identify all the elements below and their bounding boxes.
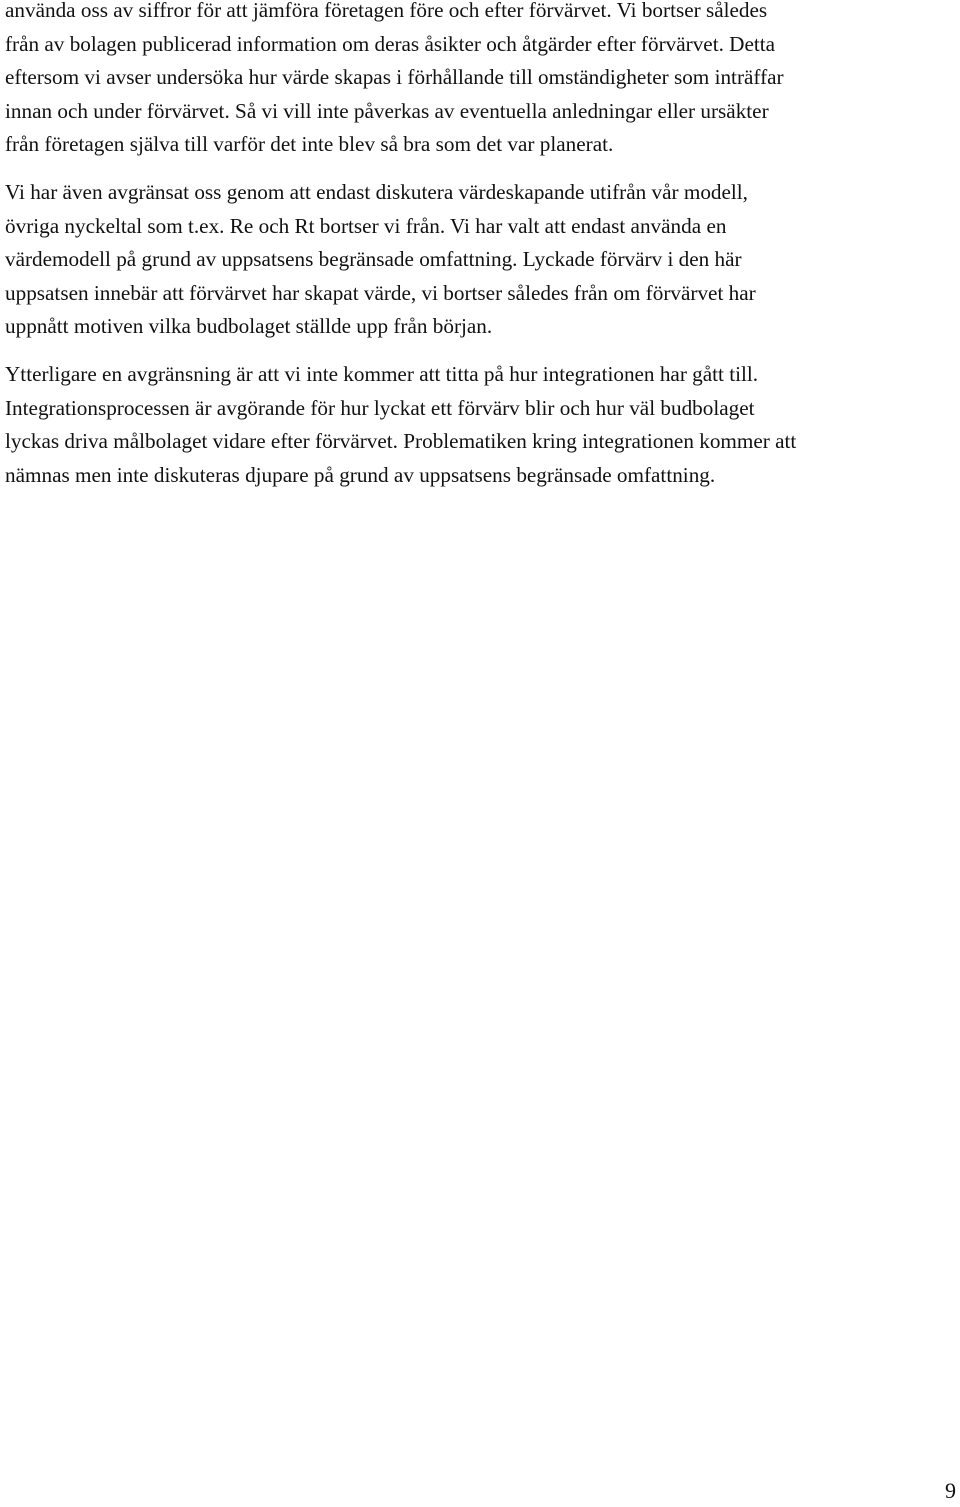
paragraph-1 (5, 0, 955, 162)
text-line: Vi har även avgränsat oss genom att endast diskutera värdeskapande utifrån vår modell, (5, 179, 748, 204)
page-number: 9 (945, 1478, 956, 1503)
paragraph-3 (5, 358, 955, 492)
text-line: från av bolagen publicerad information om deras åsikter och åtgärder efter förvärvet. Detta (5, 31, 776, 56)
text-line: från företagen själva till varför det inte blev så bra som det var planerat. (5, 132, 614, 157)
paragraph-2 (5, 176, 955, 344)
document-body (5, 0, 955, 506)
text-line: innan och under förvärvet. Så vi vill inte påverkas av eventuella anledningar eller ursäkter (5, 98, 769, 123)
text-line: övriga nyckeltal som t.ex. Re och Rt bortser vi från. Vi har valt att endast använda en (5, 213, 727, 238)
text-line: Ytterligare en avgränsning är att vi inte kommer att titta på hur integrationen har gått till. (5, 361, 759, 386)
text-line: nämnas men inte diskuteras djupare på grund av uppsatsens begränsade omfattning. (5, 462, 716, 487)
text-line: uppnått motiven vilka budbolaget ställde upp från början. (5, 314, 493, 339)
text-line: använda oss av siffror för att jämföra företagen före och efter förvärvet. Vi bortser således (5, 0, 768, 22)
text-line: eftersom vi avser undersöka hur värde skapas i förhållande till omständigheter som inträffar (5, 65, 784, 90)
text-line: värdemodell på grund av uppsatsens begränsade omfattning. Lyckade förvärv i den här (5, 247, 742, 272)
text-line: Integrationsprocessen är avgörande för hur lyckat ett förvärv blir och hur väl budbolaget (5, 395, 755, 420)
text-line: uppsatsen innebär att förvärvet har skapat värde, vi bortser således från om förvärvet har (5, 280, 756, 305)
text-line: lyckas driva målbolaget vidare efter förvärvet. Problematiken kring integrationen kommer att (5, 429, 797, 454)
